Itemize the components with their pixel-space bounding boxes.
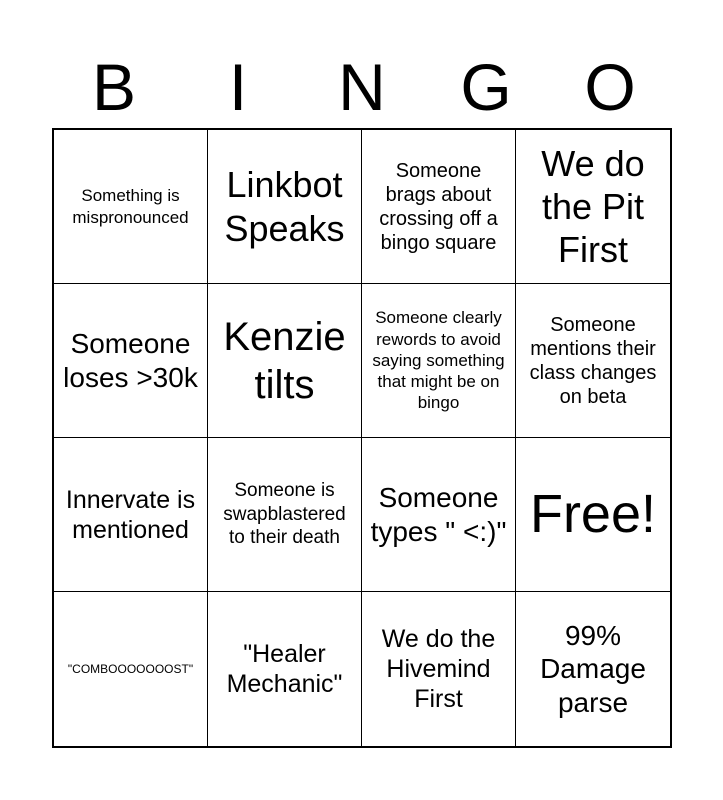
bingo-cell-r4-c1[interactable] xyxy=(54,592,208,746)
bingo-cell-text: Someone types " <:)" xyxy=(370,481,507,547)
header-letter-i: I xyxy=(228,50,248,124)
bingo-cell-r1-c4[interactable] xyxy=(516,130,670,284)
header-letter-g: G xyxy=(460,50,512,124)
bingo-cell-text: "Healer Mechanic" xyxy=(226,640,343,698)
bingo-cell-r3-c2[interactable] xyxy=(208,438,362,592)
bingo-cell-r2-c4[interactable] xyxy=(516,284,670,438)
bingo-cell-text: Free! xyxy=(529,483,657,544)
bingo-cell-r1-c1[interactable] xyxy=(54,130,208,284)
bingo-cell-r4-c4[interactable] xyxy=(516,592,670,746)
header-letter-b: B xyxy=(91,50,137,124)
bingo-cell-text: Someone brags about crossing off a bingo square xyxy=(379,159,498,254)
bingo-header xyxy=(52,52,672,122)
bingo-cell-r2-c3[interactable] xyxy=(362,284,516,438)
bingo-cell-r1-c2[interactable] xyxy=(208,130,362,284)
bingo-cell-text: Linkbot Speaks xyxy=(224,164,345,249)
bingo-cell-r2-c1[interactable] xyxy=(54,284,208,438)
bingo-cell-r3-c1[interactable] xyxy=(54,438,208,592)
bingo-cell-r1-c3[interactable] xyxy=(362,130,516,284)
bingo-cell-text: Someone is swapblastered to their death xyxy=(223,479,346,549)
bingo-cell-r4-c2[interactable] xyxy=(208,592,362,746)
bingo-cell-r3-c3[interactable] xyxy=(362,438,516,592)
bingo-cell-text: Kenzie tilts xyxy=(223,314,346,407)
bingo-cell-text: Someone mentions their class changes on beta xyxy=(529,313,657,408)
header-letter-n: N xyxy=(338,50,386,124)
bingo-cell-text: Someone clearly rewords to avoid saying something that might be on bingo xyxy=(372,308,505,413)
bingo-cell-text: We do the Pit First xyxy=(541,142,645,271)
bingo-cell-text: "COMBOOOOOOOST" xyxy=(67,661,194,676)
bingo-cell-r4-c3[interactable] xyxy=(362,592,516,746)
bingo-cell-r2-c2[interactable] xyxy=(208,284,362,438)
bingo-cell-text: Innervate is mentioned xyxy=(65,485,196,544)
bingo-cell-text: Someone loses >30k xyxy=(63,327,198,393)
bingo-cell-text: We do the Hivemind First xyxy=(381,625,496,713)
bingo-board xyxy=(52,128,672,748)
bingo-cell-free[interactable] xyxy=(516,438,670,592)
bingo-cell-text: Something is mispronounced xyxy=(72,186,189,227)
header-letter-o: O xyxy=(584,50,636,124)
bingo-cell-text: 99% Damage parse xyxy=(540,619,646,718)
